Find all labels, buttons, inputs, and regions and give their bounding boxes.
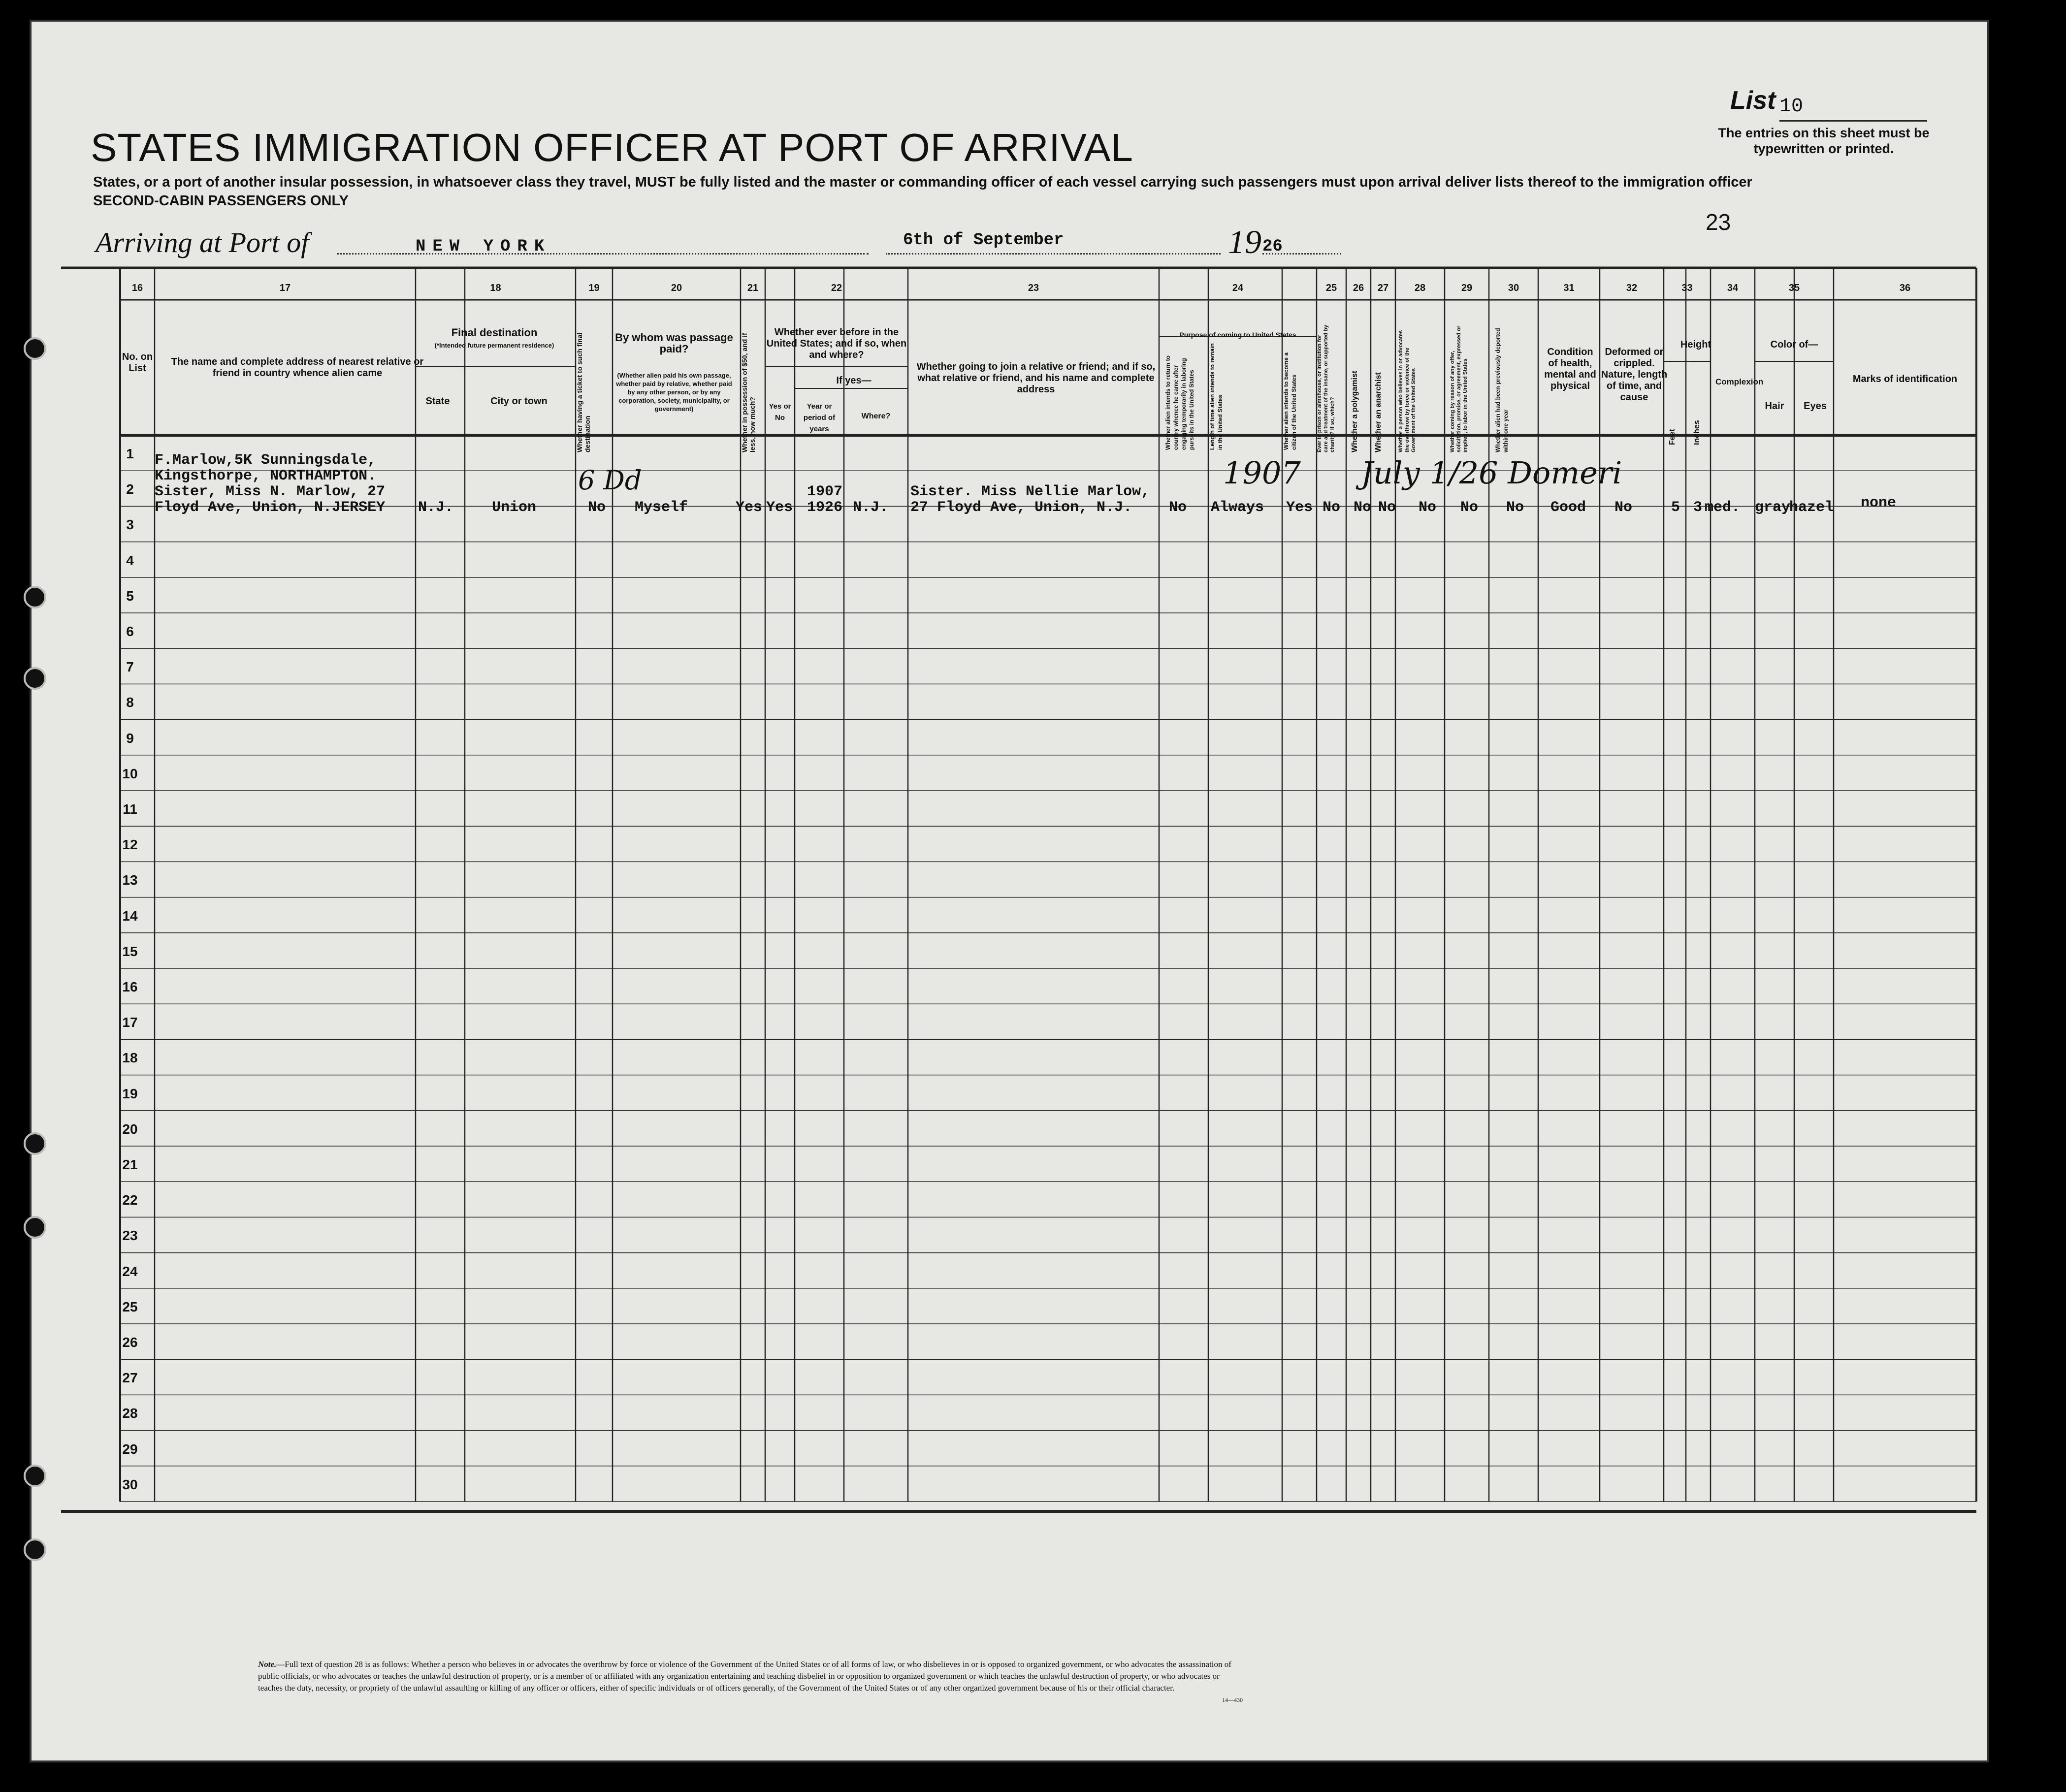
row-number: 13 (122, 872, 138, 888)
footnote (258, 1659, 1243, 1706)
row-number: 21 (122, 1157, 138, 1172)
header-anarchist: Whether an anarchist (1374, 372, 1383, 452)
header-yes-no: Yes or No (769, 402, 791, 422)
entry-polygamist: No (1354, 499, 1372, 516)
header-previously-deported: Whether alien had been previously deported within one year (1494, 328, 1509, 452)
entry-complexion: med. (1705, 499, 1741, 516)
column-number: 20 (671, 283, 682, 293)
row-number: 18 (122, 1050, 138, 1066)
list-label: List (1730, 86, 1776, 115)
entry-ticket: No (588, 499, 606, 516)
binder-hole (24, 1538, 46, 1561)
row-number: 11 (123, 801, 137, 817)
header-prison: Ever in prison or almshouse, or institution for care and treatment of the insane, or supported by charity? If so, which? (1317, 324, 1335, 452)
binder-hole (24, 1216, 46, 1239)
header-city: City or town (490, 396, 548, 407)
header-hair: Hair (1765, 401, 1784, 412)
cabin-class: SECOND-CABIN PASSENGERS ONLY (93, 193, 349, 209)
header-fifty-dollars: Whether in possession of $50, and if less, how much? (741, 333, 756, 452)
row-number: 29 (122, 1441, 138, 1457)
column-number: 35 (1788, 283, 1800, 293)
row-number: 17 (122, 1015, 138, 1030)
page-number: 23 (1706, 209, 1731, 235)
row-number: 5 (126, 588, 134, 604)
entry-paid-by: Myself (635, 499, 688, 516)
row-number: 12 (122, 837, 138, 853)
binder-hole (24, 1465, 46, 1487)
header-become-citizen: Whether alien intends to become a citizen of the United States (1283, 352, 1297, 450)
entry-citizen: Yes (1286, 499, 1313, 516)
entry-where: N.J. (853, 499, 889, 516)
header-inches: Inches (1693, 420, 1701, 445)
header-contract-labor: Whether coming by reason of any offer, solicitation, promise, or agreement, expressed or implied, to labor in the United States (1450, 325, 1468, 452)
column-number: 26 (1353, 283, 1364, 293)
row-number: 25 (122, 1299, 138, 1314)
row-number: 26 (122, 1335, 138, 1350)
row-number: 9 (126, 730, 134, 746)
column-number: 27 (1377, 283, 1389, 293)
entry-deported: No (1506, 499, 1524, 516)
entry-ticket-handwritten: 6 Dd (578, 465, 642, 496)
entry-length: Always (1211, 499, 1264, 516)
column-number: 30 (1508, 283, 1519, 293)
entry-year-1: 1907 (807, 483, 843, 500)
entry-intends-return: No (1169, 499, 1187, 516)
header-purpose: Purpose of coming to United States (1179, 331, 1296, 339)
row-number: 10 (122, 766, 138, 781)
header-intends-return: Whether alien intends to return to country whence he came after engaging temporarily in laboring pursuits in the United States (1164, 355, 1195, 450)
year-suffix: 26 (1262, 237, 1283, 256)
header-nearest-relative: The name and complete address of nearest relative or friend in country whence alien came (171, 356, 424, 379)
column-number: 21 (747, 283, 759, 293)
column-number: 24 (1232, 283, 1244, 293)
binder-hole (24, 586, 46, 608)
header-passage-paid-note: (Whether alien paid his own passage, whether paid by relative, whether paid by any other person, or by any corporation, society, municipality, or government) (616, 372, 732, 413)
arrival-date: 6th of September (903, 231, 1064, 250)
entry-address-line-3: Sister, Miss N. Marlow, 27 (155, 483, 386, 500)
header-health: Condition of health, mental and physical (1544, 347, 1596, 391)
header-final-destination-note: (*Intended future permanent residence) (434, 342, 554, 349)
entry-deformed: No (1614, 499, 1633, 516)
header-before-in-us: Whether ever before in the United States; and if so, when and where? (766, 327, 907, 360)
entry-hair: gray (1755, 499, 1791, 516)
header-height: Height (1680, 339, 1711, 350)
entry-feet: 5 (1671, 499, 1680, 516)
header-if-yes: If yes— (836, 375, 872, 386)
header-year: Year or period of years (803, 402, 836, 433)
entry-eyes: hazel (1789, 499, 1834, 516)
entry-length-handwritten: 1907 (1223, 455, 1301, 491)
page-title: STATES IMMIGRATION OFFICER AT PORT OF ARRIVAL (91, 126, 1133, 169)
row-number: 7 (126, 659, 134, 675)
column-number: 32 (1626, 283, 1638, 293)
entry-inches: 3 (1693, 499, 1703, 516)
row-number: 1 (126, 446, 134, 461)
footnote-label: Note. (258, 1660, 277, 1669)
year-prefix: 19 (1228, 223, 1261, 260)
row-number: 14 (122, 908, 138, 924)
column-number: 28 (1414, 283, 1426, 293)
column-number: 33 (1681, 283, 1693, 293)
entry-question-28: No (1419, 499, 1437, 516)
arriving-label: Arriving at Port of (96, 226, 309, 258)
row-number: 19 (122, 1086, 138, 1101)
binder-hole (24, 337, 46, 360)
header-feet: Feet (1668, 429, 1677, 445)
header-join-relative: Whether going to join a relative or friend; and if so, what relative or friend, and his name and complete address (916, 361, 1156, 395)
header-ticket: Whether having a ticket to such final destination (576, 332, 591, 452)
row-number: 28 (122, 1406, 138, 1421)
entry-prison: No (1323, 499, 1341, 516)
header-question-28: Whether a person who believes in or advocates the overthrow by force or violence of the Government of the United States (1398, 330, 1417, 452)
header-final-destination: Final destination (451, 326, 538, 339)
entry-state: N.J. (418, 499, 454, 516)
entry-handwritten-annotation: July 1/26 Domeri (1361, 455, 1622, 491)
header-passage-paid: By whom was passage paid? (615, 331, 733, 355)
column-number: 31 (1563, 283, 1575, 293)
row-number: 3 (126, 517, 134, 533)
header-eyes: Eyes (1804, 401, 1827, 412)
header-polygamist: Whether a polygamist (1351, 370, 1359, 452)
entry-address-line-2: Kingsthorpe, NORTHAMPTON. (155, 468, 377, 484)
header-no-on-list: No. on List (122, 352, 153, 374)
entry-city: Union (492, 499, 537, 516)
row-number: 30 (122, 1476, 138, 1492)
entry-before-in-us: Yes (766, 499, 793, 516)
entry-address-line-4: Floyd Ave, Union, N.JERSEY (155, 499, 386, 516)
row-number: 8 (126, 695, 134, 710)
entry-health: Good (1550, 499, 1586, 516)
row-number: 2 (126, 481, 134, 497)
column-number: 29 (1461, 283, 1473, 293)
column-number: 18 (490, 283, 501, 293)
row-number: 16 (122, 979, 138, 994)
entry-join-line-2: 27 Floyd Ave, Union, N.J. (910, 499, 1132, 516)
header-state: State (425, 396, 450, 407)
header-marks: Marks of identification (1852, 374, 1958, 384)
row-number: 27 (122, 1370, 138, 1386)
column-number: 17 (279, 283, 291, 293)
port-name: NEW YORK (416, 237, 551, 256)
row-number: 24 (122, 1263, 138, 1279)
column-number: 23 (1028, 283, 1039, 293)
form-code: 14—430 (1222, 1696, 1243, 1703)
entry-join-line-1: Sister. Miss Nellie Marlow, (910, 483, 1150, 500)
footnote-text: —Full text of question 28 is as follows: Whether a person who believes in or advocates the overthrow by force or violence of the Government of the United States or of all forms of law, or who disbelieves in or is opposed to organized government, or who advocates the assassination of public officials, or who advocates or teaches the unlawful destruction of property, or is a member of or affiliated with any organization entertaining and teaching disbelief in or opposition to organized government or which teaches the unlawful destruction of property, or who advocates or teaches the duty, necessity, or propriety of the unlawful assaulting or killing of any officer or officers, either of specific individuals or of officers generally, of the Government of the United States or of any other organized government because of his or their official character. (258, 1660, 1231, 1693)
header-complexion: Complexion (1715, 377, 1764, 386)
column-number: 16 (131, 283, 143, 293)
header-where: Where? (861, 412, 891, 420)
header-color: Color of— (1770, 339, 1818, 350)
entry-contract-labor: No (1460, 499, 1479, 516)
entry-anarchist: No (1378, 499, 1396, 516)
column-number: 34 (1727, 283, 1739, 293)
binder-hole (24, 667, 46, 690)
row-number: 4 (126, 552, 134, 568)
row-number: 6 (126, 624, 134, 639)
header-deformed: Deformed or crippled. Nature, length of time, and cause (1601, 347, 1668, 403)
entry-marks: none (1861, 495, 1897, 512)
entry-address-line-1: F.Marlow,5K Sunningsdale, (155, 452, 377, 469)
column-number: 25 (1325, 283, 1337, 293)
instruction-text: States, or a port of another insular possession, in whatsoever class they travel, MUST be fully listed and the master or commanding officer of each vessel carrying such passengers must upon arrival deliver lists thereof to the immigration officer (93, 174, 1752, 190)
row-number: 15 (122, 943, 138, 959)
entries-note: The entries on this sheet must be typewritten or printed. (1718, 126, 1930, 156)
list-number: 10 (1779, 96, 1927, 122)
entry-fifty-dollars: Yes (736, 499, 763, 516)
manifest-sheet (30, 20, 1989, 1762)
column-number: 36 (1899, 283, 1911, 293)
row-number: 23 (122, 1228, 138, 1244)
binder-hole (24, 1132, 46, 1155)
column-number: 19 (588, 283, 600, 293)
header-length-of-stay: Length of time alien intends to remain in the United States (1209, 343, 1224, 450)
column-number: 22 (831, 283, 842, 293)
row-number: 22 (122, 1192, 138, 1208)
row-number: 20 (122, 1121, 138, 1137)
entry-year-2: 1926 (807, 499, 843, 516)
